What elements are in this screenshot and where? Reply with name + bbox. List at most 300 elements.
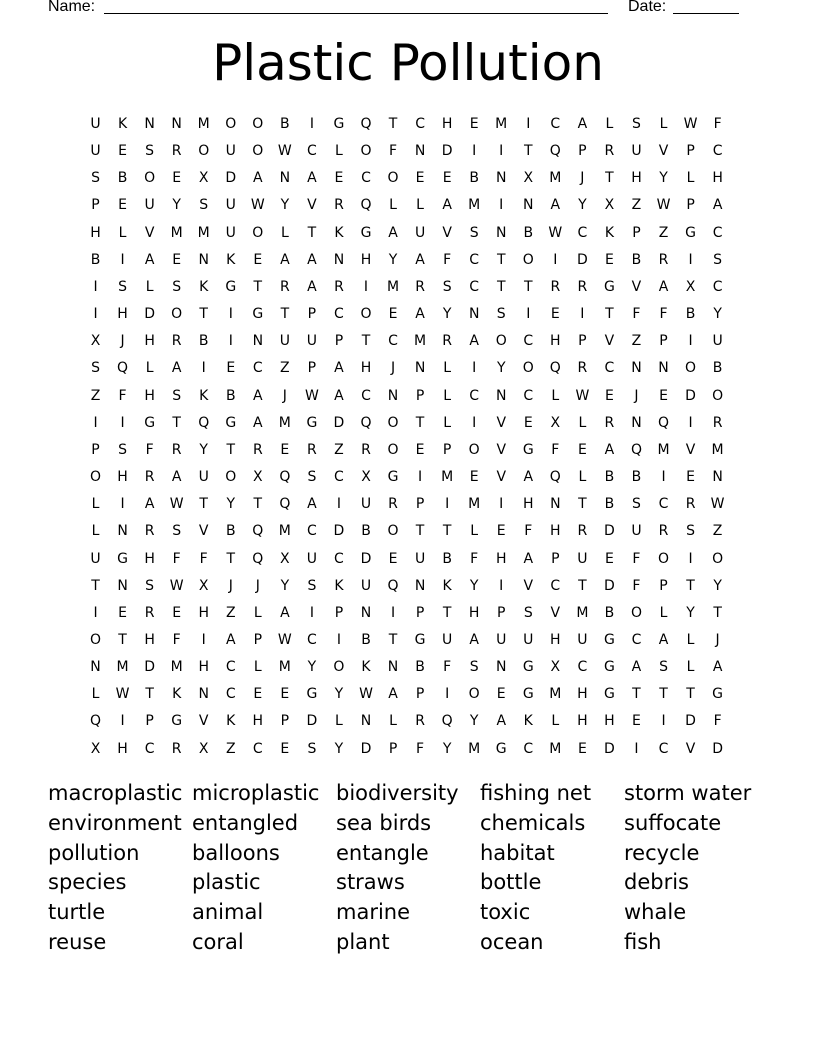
grid-cell[interactable]: W — [304, 387, 319, 404]
grid-cell[interactable]: W — [169, 496, 184, 513]
grid-cell[interactable]: R — [307, 441, 317, 458]
grid-cell[interactable]: Y — [388, 251, 398, 268]
grid-cell[interactable]: Z — [631, 333, 642, 350]
grid-cell[interactable]: M — [711, 441, 724, 458]
grid-cell[interactable]: I — [553, 251, 558, 268]
grid-cell[interactable]: N — [631, 360, 642, 377]
grid-cell[interactable]: E — [172, 604, 182, 621]
grid-cell[interactable]: P — [280, 713, 290, 730]
grid-cell[interactable]: I — [228, 333, 233, 350]
grid-cell[interactable]: U — [225, 197, 236, 214]
grid-cell[interactable]: Q — [90, 713, 102, 730]
grid-cell[interactable]: L — [253, 604, 262, 621]
grid-cell[interactable]: L — [659, 604, 668, 621]
grid-cell[interactable]: T — [172, 414, 181, 431]
grid-cell[interactable]: E — [280, 686, 290, 703]
grid-cell[interactable]: T — [605, 170, 614, 187]
grid-cell[interactable]: S — [307, 577, 317, 594]
grid-cell[interactable]: U — [279, 333, 290, 350]
grid-cell[interactable]: A — [550, 197, 561, 214]
grid-cell[interactable]: S — [91, 360, 100, 377]
grid-cell[interactable]: X — [90, 740, 101, 757]
grid-cell[interactable]: O — [225, 469, 237, 486]
grid-cell[interactable]: V — [658, 143, 669, 160]
grid-cell[interactable]: X — [198, 740, 209, 757]
grid-cell[interactable]: N — [468, 306, 480, 323]
grid-cell[interactable]: F — [632, 306, 641, 323]
grid-cell[interactable]: Q — [252, 523, 264, 540]
grid-cell[interactable]: O — [171, 306, 183, 323]
grid-cell[interactable]: U — [225, 224, 236, 241]
grid-cell[interactable]: W — [683, 116, 698, 132]
grid-cell[interactable]: R — [334, 278, 344, 295]
grid-cell[interactable]: S — [659, 659, 668, 676]
grid-cell[interactable]: O — [522, 360, 534, 377]
grid-cell[interactable]: R — [658, 251, 669, 268]
grid-cell[interactable]: K — [334, 577, 344, 594]
grid-cell[interactable]: Y — [713, 306, 722, 323]
grid-cell[interactable]: A — [253, 170, 263, 187]
grid-cell[interactable]: T — [686, 686, 695, 703]
grid-cell[interactable]: K — [604, 224, 614, 241]
grid-cell[interactable]: X — [523, 170, 534, 187]
grid-cell[interactable]: T — [415, 523, 425, 540]
grid-cell[interactable]: P — [415, 496, 425, 513]
grid-cell[interactable]: F — [118, 387, 127, 404]
grid-cell[interactable]: C — [252, 360, 263, 377]
grid-cell[interactable]: O — [252, 224, 264, 241]
grid-cell[interactable]: O — [468, 441, 480, 458]
grid-cell[interactable]: U — [360, 496, 372, 513]
grid-cell[interactable]: J — [282, 387, 287, 404]
grid-cell[interactable]: M — [468, 197, 481, 214]
grid-cell[interactable]: Q — [198, 414, 210, 431]
grid-cell[interactable]: Q — [549, 360, 561, 377]
grid-cell[interactable]: S — [307, 740, 317, 757]
grid-cell[interactable]: S — [469, 659, 479, 676]
grid-cell[interactable]: I — [93, 306, 98, 323]
grid-cell[interactable]: L — [335, 713, 343, 730]
grid-cell[interactable]: M — [495, 116, 508, 132]
grid-cell[interactable]: P — [551, 550, 560, 567]
grid-cell[interactable]: D — [333, 414, 345, 431]
grid-cell[interactable]: X — [198, 170, 209, 187]
grid-cell[interactable]: L — [253, 659, 262, 676]
grid-cell[interactable]: T — [388, 631, 398, 648]
grid-cell[interactable]: C — [307, 143, 317, 160]
grid-cell[interactable]: Q — [360, 197, 372, 214]
grid-cell[interactable]: L — [145, 360, 154, 377]
grid-cell[interactable]: E — [659, 387, 668, 404]
grid-cell[interactable]: U — [523, 631, 534, 648]
grid-cell[interactable]: R — [171, 143, 182, 160]
grid-cell[interactable]: G — [171, 713, 183, 730]
grid-cell[interactable]: Z — [631, 197, 642, 214]
grid-cell[interactable]: H — [360, 251, 372, 268]
grid-cell[interactable]: S — [632, 496, 641, 513]
grid-cell[interactable]: O — [144, 170, 156, 187]
grid-cell[interactable]: C — [307, 631, 317, 648]
grid-cell[interactable]: N — [495, 170, 507, 187]
grid-cell[interactable]: V — [685, 441, 696, 458]
grid-cell[interactable]: Y — [334, 686, 344, 703]
grid-cell[interactable]: L — [145, 278, 154, 295]
grid-cell[interactable]: Q — [657, 414, 670, 431]
grid-cell[interactable]: E — [388, 550, 398, 567]
grid-cell[interactable]: Q — [549, 469, 561, 486]
grid-cell[interactable]: A — [307, 170, 317, 187]
grid-cell[interactable]: A — [523, 469, 534, 486]
grid-cell[interactable]: R — [442, 333, 452, 350]
grid-cell[interactable]: T — [280, 306, 290, 323]
grid-cell[interactable]: V — [604, 333, 615, 350]
grid-cell[interactable]: R — [550, 278, 561, 295]
grid-cell[interactable]: I — [499, 496, 504, 513]
grid-cell[interactable]: G — [117, 550, 128, 567]
grid-cell[interactable]: N — [117, 523, 128, 540]
grid-cell[interactable]: M — [576, 604, 589, 621]
grid-cell[interactable]: L — [470, 523, 479, 540]
grid-cell[interactable]: H — [550, 333, 561, 350]
grid-cell[interactable]: E — [496, 523, 506, 540]
grid-cell[interactable]: N — [495, 387, 507, 404]
grid-cell[interactable]: S — [442, 278, 452, 295]
grid-cell[interactable]: E — [550, 306, 560, 323]
grid-cell[interactable]: W — [115, 686, 130, 703]
grid-cell[interactable]: K — [226, 713, 236, 730]
grid-cell[interactable]: C — [361, 170, 371, 187]
grid-cell[interactable]: F — [524, 523, 533, 540]
grid-cell[interactable]: Z — [225, 604, 236, 621]
grid-cell[interactable]: T — [226, 550, 236, 567]
grid-cell[interactable]: N — [279, 170, 291, 187]
grid-cell[interactable]: B — [631, 469, 642, 486]
grid-cell[interactable]: Y — [469, 713, 479, 730]
grid-cell[interactable]: C — [658, 496, 669, 513]
grid-cell[interactable]: E — [415, 441, 425, 458]
grid-cell[interactable]: A — [171, 360, 182, 377]
grid-cell[interactable]: Y — [172, 197, 181, 214]
grid-cell[interactable]: C — [334, 469, 344, 486]
grid-cell[interactable]: A — [415, 306, 425, 323]
grid-cell[interactable]: R — [171, 740, 182, 757]
grid-cell[interactable]: U — [90, 143, 101, 160]
grid-cell[interactable]: J — [120, 333, 125, 350]
grid-cell[interactable]: B — [225, 387, 236, 404]
grid-cell[interactable]: N — [387, 659, 399, 676]
grid-cell[interactable]: P — [659, 333, 668, 350]
grid-cell[interactable]: L — [605, 116, 614, 132]
grid-cell[interactable]: D — [685, 713, 696, 730]
grid-cell[interactable]: U — [712, 333, 723, 350]
grid-cell[interactable]: T — [118, 631, 127, 648]
grid-cell[interactable]: E — [604, 387, 614, 404]
grid-cell[interactable]: A — [469, 631, 479, 648]
grid-cell[interactable]: Y — [442, 740, 452, 757]
grid-cell[interactable]: O — [90, 469, 102, 486]
grid-cell[interactable]: H — [90, 224, 101, 241]
grid-cell[interactable]: R — [577, 360, 588, 377]
grid-cell[interactable]: I — [93, 414, 98, 431]
grid-cell[interactable]: M — [197, 116, 210, 132]
grid-cell[interactable]: J — [634, 387, 639, 404]
grid-cell[interactable]: H — [550, 631, 561, 648]
grid-cell[interactable]: N — [631, 414, 642, 431]
grid-cell[interactable]: C — [225, 686, 236, 703]
grid-cell[interactable]: L — [389, 197, 397, 214]
grid-cell[interactable]: M — [414, 333, 427, 350]
grid-cell[interactable]: G — [495, 740, 507, 757]
grid-cell[interactable]: B — [631, 251, 642, 268]
grid-cell[interactable]: B — [415, 659, 425, 676]
grid-cell[interactable]: I — [580, 306, 585, 323]
grid-cell[interactable]: R — [388, 496, 398, 513]
grid-cell[interactable]: T — [226, 441, 236, 458]
grid-cell[interactable]: X — [550, 414, 561, 431]
grid-cell[interactable]: L — [659, 116, 668, 132]
grid-cell[interactable]: T — [91, 577, 100, 594]
grid-cell[interactable]: F — [443, 659, 452, 676]
grid-cell[interactable]: E — [388, 306, 398, 323]
grid-cell[interactable]: T — [605, 306, 614, 323]
grid-cell[interactable]: I — [336, 496, 342, 513]
grid-cell[interactable]: M — [549, 170, 562, 187]
grid-cell[interactable]: H — [631, 170, 642, 187]
grid-cell[interactable]: U — [577, 631, 588, 648]
grid-cell[interactable]: U — [577, 550, 588, 567]
grid-cell[interactable]: C — [577, 224, 588, 241]
grid-cell[interactable]: O — [685, 360, 697, 377]
grid-cell[interactable]: U — [306, 333, 318, 350]
grid-cell[interactable]: C — [550, 577, 561, 594]
grid-cell[interactable]: S — [199, 197, 209, 214]
grid-cell[interactable]: N — [495, 659, 507, 676]
grid-cell[interactable]: C — [577, 659, 588, 676]
grid-cell[interactable]: T — [442, 523, 452, 540]
grid-cell[interactable]: A — [712, 197, 723, 214]
grid-cell[interactable]: S — [145, 577, 155, 594]
grid-cell[interactable]: H — [495, 550, 507, 567]
grid-cell[interactable]: O — [198, 143, 210, 160]
grid-cell[interactable]: P — [578, 143, 587, 160]
grid-cell[interactable]: B — [361, 631, 371, 648]
grid-cell[interactable]: P — [578, 333, 587, 350]
grid-cell[interactable]: K — [117, 116, 128, 132]
grid-cell[interactable]: Q — [117, 360, 129, 377]
grid-cell[interactable]: A — [604, 441, 615, 458]
grid-cell[interactable]: W — [277, 143, 292, 160]
grid-cell[interactable]: N — [360, 713, 372, 730]
grid-cell[interactable]: P — [632, 224, 641, 241]
grid-cell[interactable]: D — [144, 659, 155, 676]
grid-cell[interactable]: Y — [199, 441, 208, 458]
grid-cell[interactable]: B — [712, 360, 723, 377]
grid-cell[interactable]: X — [604, 197, 615, 214]
grid-cell[interactable]: Q — [360, 414, 372, 431]
grid-cell[interactable]: C — [144, 740, 155, 757]
grid-cell[interactable]: B — [469, 170, 479, 187]
grid-cell[interactable]: Y — [469, 577, 479, 594]
grid-cell[interactable]: I — [526, 306, 531, 323]
grid-cell[interactable]: R — [415, 713, 425, 730]
grid-cell[interactable]: P — [442, 441, 452, 458]
grid-cell[interactable]: O — [225, 116, 237, 132]
grid-cell[interactable]: X — [361, 469, 371, 486]
grid-cell[interactable]: I — [336, 631, 342, 648]
grid-cell[interactable]: H — [577, 713, 588, 730]
grid-cell[interactable]: B — [90, 251, 101, 268]
grid-cell[interactable]: V — [523, 577, 534, 594]
grid-cell[interactable]: S — [632, 116, 641, 132]
grid-cell[interactable]: Z — [712, 523, 723, 540]
grid-cell[interactable]: G — [306, 414, 318, 431]
grid-cell[interactable]: C — [631, 631, 642, 648]
grid-cell[interactable]: E — [172, 170, 182, 187]
grid-cell[interactable]: I — [661, 469, 666, 486]
grid-cell[interactable]: I — [499, 143, 504, 160]
grid-cell[interactable]: I — [363, 278, 369, 295]
grid-cell[interactable]: U — [306, 550, 318, 567]
grid-cell[interactable]: U — [414, 550, 426, 567]
grid-cell[interactable]: V — [496, 469, 507, 486]
grid-cell[interactable]: I — [418, 469, 423, 486]
grid-cell[interactable]: J — [715, 631, 720, 648]
grid-cell[interactable]: X — [253, 469, 263, 486]
grid-cell[interactable]: S — [686, 523, 695, 540]
grid-cell[interactable]: R — [361, 441, 371, 458]
grid-cell[interactable]: E — [280, 441, 290, 458]
grid-cell[interactable]: R — [604, 143, 615, 160]
grid-cell[interactable]: E — [253, 686, 263, 703]
grid-cell[interactable]: Y — [713, 577, 722, 594]
grid-cell[interactable]: A — [442, 197, 452, 214]
grid-cell[interactable]: D — [576, 251, 588, 268]
grid-cell[interactable]: L — [686, 170, 695, 187]
grid-cell[interactable]: L — [118, 224, 127, 241]
grid-cell[interactable]: H — [550, 523, 561, 540]
date-blank-line[interactable] — [673, 0, 739, 14]
grid-cell[interactable]: L — [91, 686, 100, 703]
grid-cell[interactable]: I — [472, 360, 477, 377]
grid-cell[interactable]: C — [523, 387, 534, 404]
grid-cell[interactable]: S — [118, 441, 128, 458]
grid-cell[interactable]: G — [414, 631, 426, 648]
grid-cell[interactable]: W — [169, 577, 184, 594]
grid-cell[interactable]: P — [334, 604, 344, 621]
grid-cell[interactable]: O — [468, 686, 480, 703]
grid-cell[interactable]: M — [549, 686, 562, 703]
grid-cell[interactable]: L — [551, 713, 560, 730]
grid-cell[interactable]: F — [389, 143, 398, 160]
grid-cell[interactable]: I — [688, 414, 693, 431]
grid-cell[interactable]: V — [685, 740, 696, 757]
grid-cell[interactable]: H — [441, 116, 453, 132]
grid-cell[interactable]: V — [144, 224, 155, 241]
grid-cell[interactable]: G — [522, 441, 534, 458]
grid-cell[interactable]: Z — [280, 360, 290, 377]
grid-cell[interactable]: L — [416, 197, 424, 214]
grid-cell[interactable]: H — [252, 713, 264, 730]
grid-cell[interactable]: J — [580, 170, 585, 187]
grid-cell[interactable]: U — [225, 143, 236, 160]
grid-cell[interactable]: A — [496, 713, 507, 730]
grid-cell[interactable]: D — [333, 523, 345, 540]
grid-cell[interactable]: R — [415, 278, 425, 295]
grid-cell[interactable]: S — [118, 278, 128, 295]
grid-cell[interactable]: U — [90, 550, 101, 567]
grid-cell[interactable]: N — [414, 577, 426, 594]
grid-cell[interactable]: T — [686, 577, 695, 594]
grid-cell[interactable]: C — [252, 740, 263, 757]
grid-cell[interactable]: E — [496, 686, 506, 703]
grid-cell[interactable]: O — [630, 604, 642, 621]
grid-cell[interactable]: R — [171, 441, 182, 458]
grid-cell[interactable]: M — [278, 659, 291, 676]
grid-cell[interactable]: C — [469, 278, 480, 295]
grid-cell[interactable]: E — [172, 251, 182, 268]
grid-cell[interactable]: S — [496, 306, 506, 323]
grid-cell[interactable]: H — [117, 740, 128, 757]
grid-cell[interactable]: D — [360, 740, 372, 757]
grid-cell[interactable]: E — [469, 116, 479, 132]
grid-cell[interactable]: K — [226, 251, 236, 268]
grid-cell[interactable]: B — [523, 224, 534, 241]
grid-cell[interactable]: B — [604, 469, 615, 486]
grid-cell[interactable]: P — [415, 686, 425, 703]
grid-cell[interactable]: F — [172, 631, 181, 648]
grid-cell[interactable]: I — [309, 604, 314, 621]
grid-cell[interactable]: O — [712, 387, 724, 404]
grid-cell[interactable]: F — [145, 441, 154, 458]
grid-cell[interactable]: I — [93, 604, 98, 621]
grid-cell[interactable]: B — [442, 550, 452, 567]
grid-cell[interactable]: F — [713, 713, 722, 730]
grid-cell[interactable]: F — [632, 550, 641, 567]
grid-cell[interactable]: R — [658, 523, 669, 540]
grid-cell[interactable]: G — [333, 116, 345, 132]
grid-cell[interactable]: I — [228, 306, 233, 323]
grid-cell[interactable]: H — [468, 604, 480, 621]
grid-cell[interactable]: L — [578, 414, 587, 431]
grid-cell[interactable]: M — [468, 496, 481, 513]
grid-cell[interactable]: C — [334, 306, 344, 323]
grid-cell[interactable]: D — [685, 387, 696, 404]
grid-cell[interactable]: G — [603, 659, 615, 676]
grid-cell[interactable]: P — [686, 143, 695, 160]
grid-cell[interactable]: A — [469, 333, 479, 350]
grid-cell[interactable]: E — [577, 441, 587, 458]
grid-cell[interactable]: D — [604, 740, 615, 757]
grid-cell[interactable]: P — [334, 333, 344, 350]
grid-cell[interactable]: L — [686, 659, 695, 676]
grid-cell[interactable]: K — [361, 659, 371, 676]
grid-cell[interactable]: E — [415, 170, 425, 187]
grid-cell[interactable]: H — [577, 686, 588, 703]
grid-cell[interactable]: F — [470, 550, 479, 567]
grid-cell[interactable]: E — [280, 740, 290, 757]
grid-cell[interactable]: Q — [279, 496, 291, 513]
grid-cell[interactable]: B — [361, 523, 371, 540]
grid-cell[interactable]: L — [91, 523, 100, 540]
grid-cell[interactable]: G — [603, 631, 615, 648]
grid-cell[interactable]: A — [415, 251, 425, 268]
grid-cell[interactable]: O — [712, 550, 724, 567]
grid-cell[interactable]: R — [712, 414, 723, 431]
grid-cell[interactable]: U — [631, 523, 642, 540]
grid-cell[interactable]: O — [495, 333, 507, 350]
grid-cell[interactable]: E — [253, 251, 263, 268]
grid-cell[interactable]: N — [171, 116, 182, 132]
